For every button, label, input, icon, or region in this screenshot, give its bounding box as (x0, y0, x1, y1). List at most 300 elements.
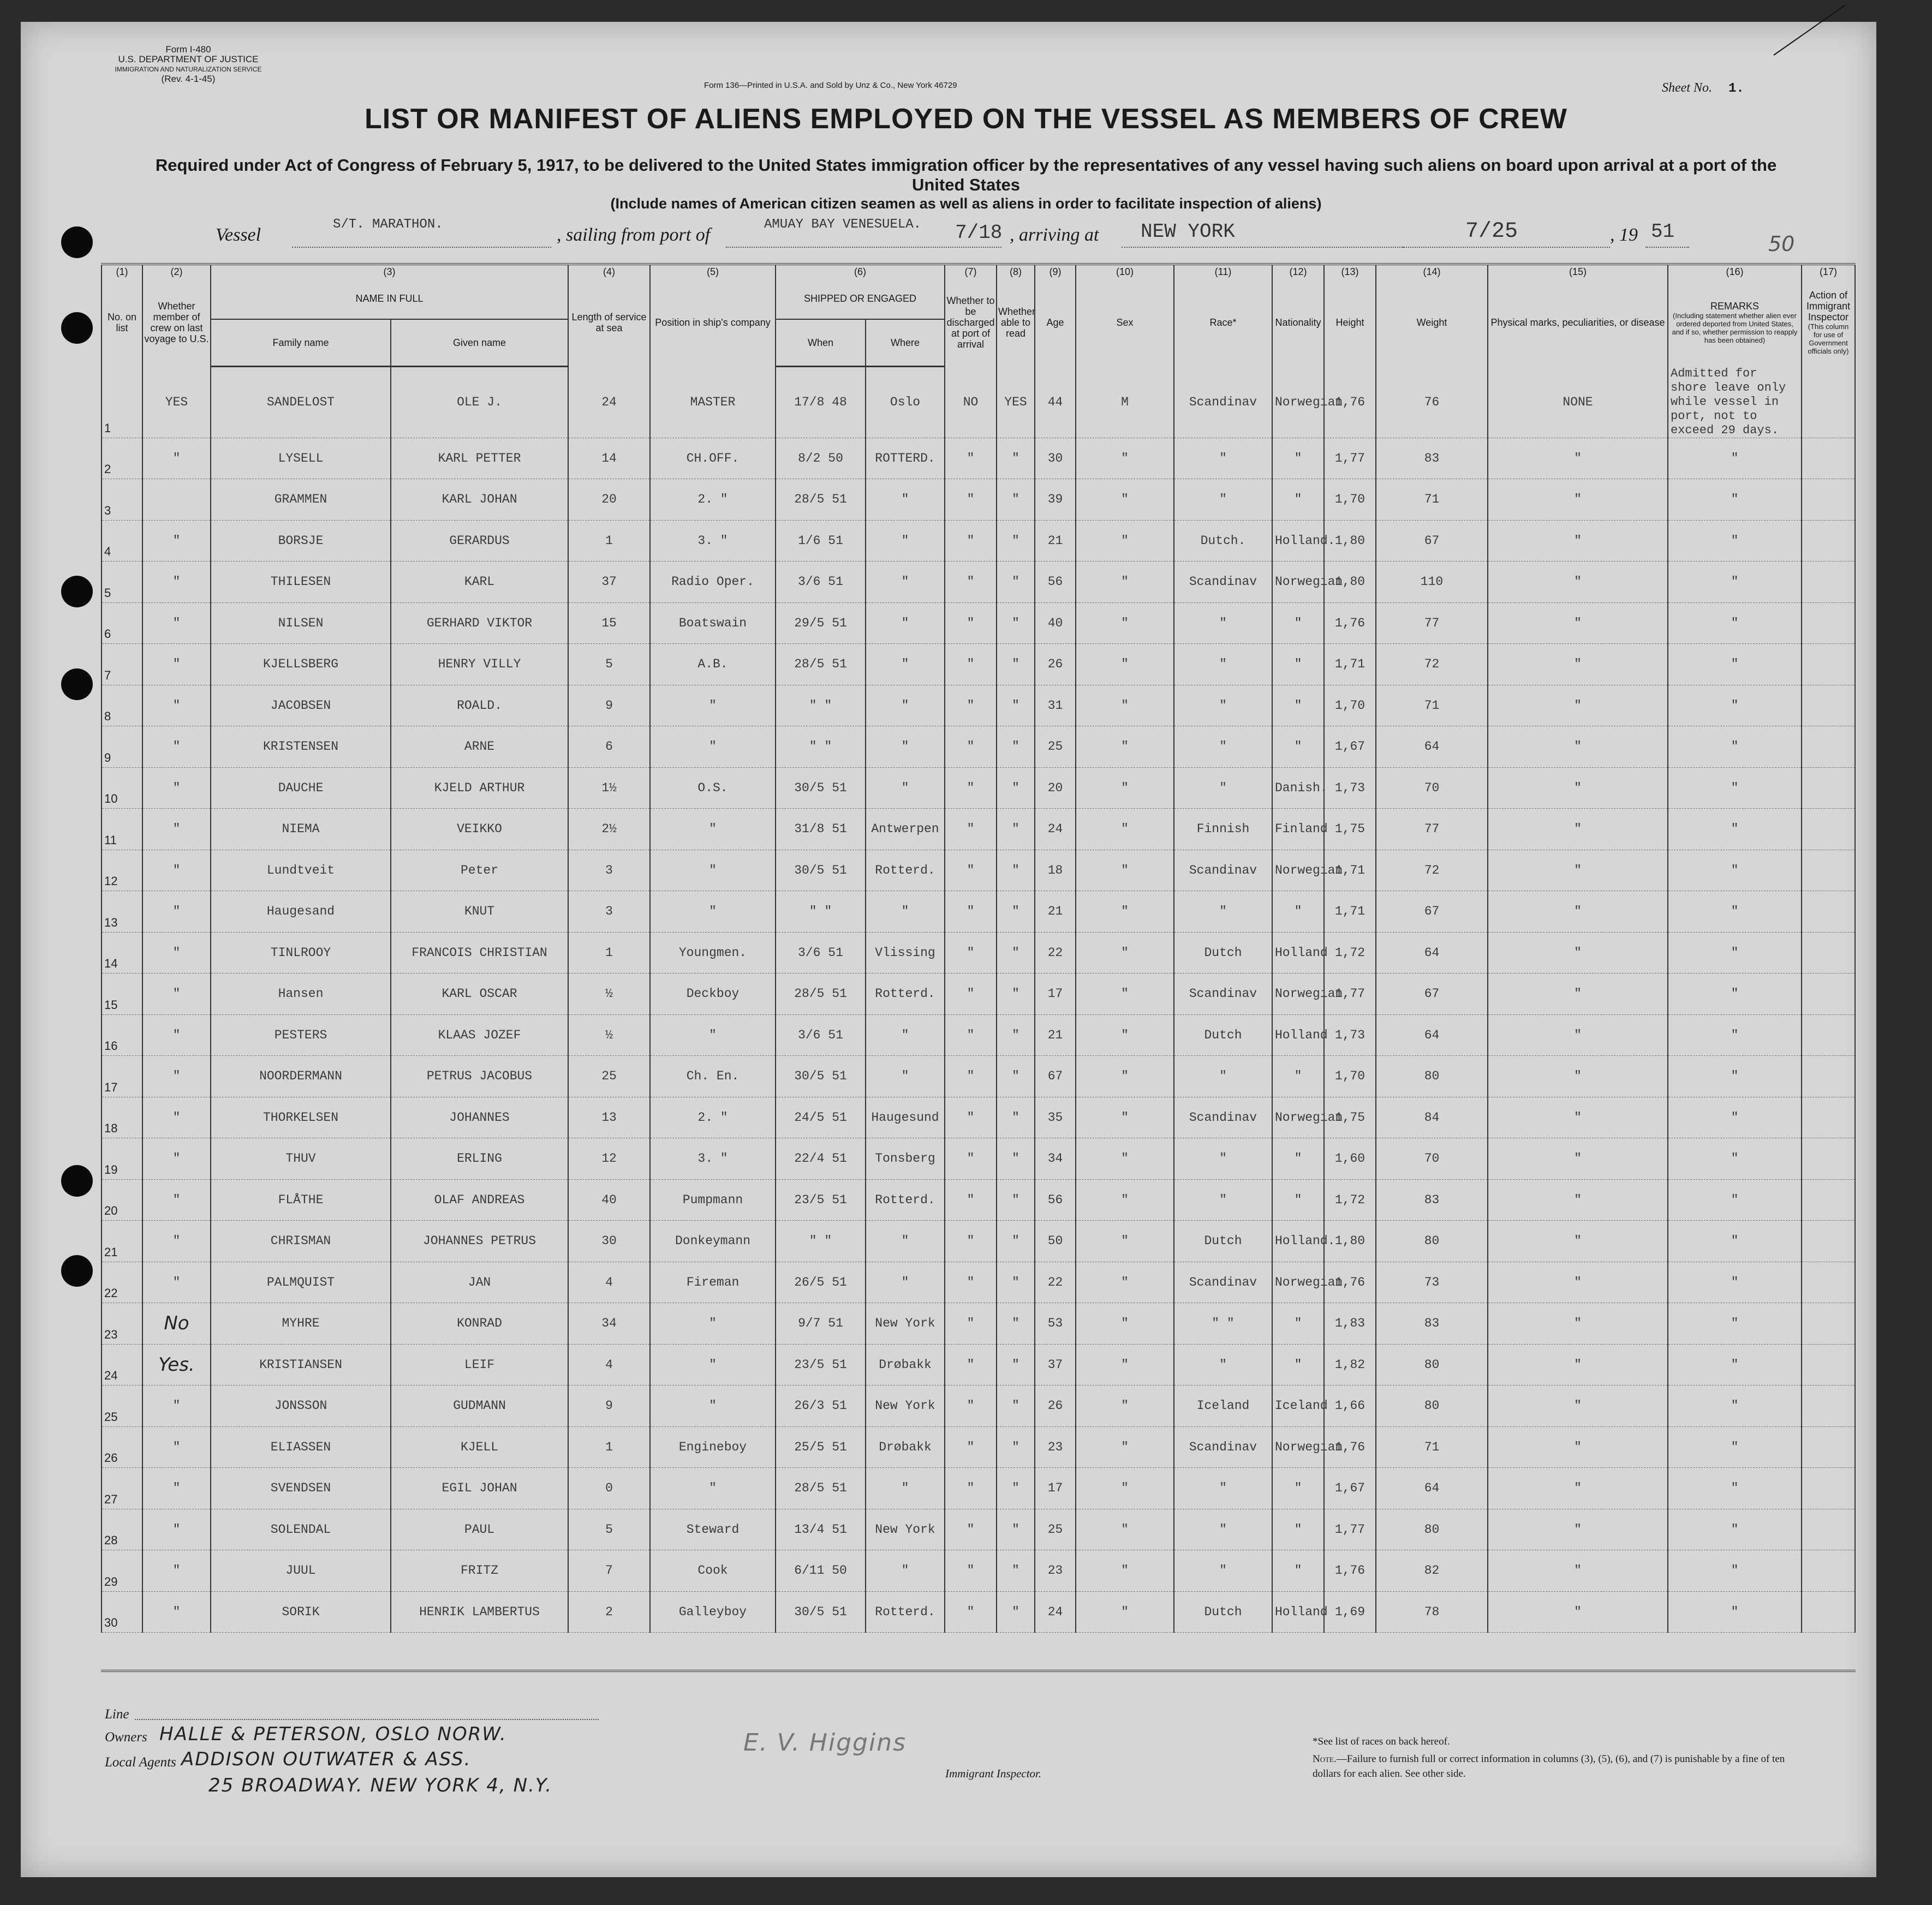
age: 23 (1035, 1426, 1076, 1468)
nationality: " (1272, 438, 1324, 479)
physical-marks: " (1488, 1468, 1668, 1509)
service-years: 9 (568, 1386, 650, 1427)
shipped-when: 26/5 51 (776, 1262, 866, 1303)
physical-marks: " (1488, 1591, 1668, 1633)
race: Scandinav (1174, 1097, 1272, 1138)
nationality: Holland (1272, 1014, 1324, 1056)
shipped-where: " (866, 562, 945, 603)
given-name: JOHANNES (391, 1097, 568, 1138)
height: 1,76 (1324, 602, 1376, 644)
discharged: " (945, 1097, 997, 1138)
able-to-read: " (997, 1386, 1035, 1427)
note-label: Note. (1313, 1753, 1337, 1765)
service-years: 14 (568, 438, 650, 479)
colnum: (1) (102, 264, 142, 278)
colnum: (14) (1376, 264, 1488, 278)
discharged: " (945, 644, 997, 685)
family-name: CHRISMAN (211, 1221, 391, 1262)
previous-voyage: " (142, 891, 211, 933)
position: 2. " (650, 1097, 776, 1138)
able-to-read: " (997, 1591, 1035, 1633)
discharged: " (945, 602, 997, 644)
shipped-when: 3/6 51 (776, 932, 866, 974)
previous-voyage: " (142, 1056, 211, 1097)
nationality: " (1272, 1303, 1324, 1345)
agents-label: Local Agents (105, 1755, 176, 1770)
weight: 78 (1376, 1591, 1488, 1633)
position: " (650, 726, 776, 768)
given-name: KLAAS JOZEF (391, 1014, 568, 1056)
header-physical-marks: Physical marks, peculiarities, or disease (1488, 278, 1668, 367)
shipped-where: Tonsberg (866, 1138, 945, 1180)
shipped-where: " (866, 767, 945, 809)
colnum: (11) (1174, 264, 1272, 278)
service-years: 34 (568, 1303, 650, 1345)
race: Dutch (1174, 1014, 1272, 1056)
shipped-where: Oslo (866, 367, 945, 438)
family-name: SANDELOST (211, 367, 391, 438)
race: Dutch. (1174, 520, 1272, 562)
previous-voyage: " (142, 767, 211, 809)
header-weight: Weight (1376, 278, 1488, 367)
family-name: PESTERS (211, 1014, 391, 1056)
given-name: KARL PETTER (391, 438, 568, 479)
age: 21 (1035, 520, 1076, 562)
remarks: " (1668, 1550, 1802, 1592)
physical-marks: " (1488, 726, 1668, 768)
physical-marks: " (1488, 1262, 1668, 1303)
physical-marks: " (1488, 685, 1668, 726)
header-name: NAME IN FULL (211, 278, 568, 319)
service-years: 6 (568, 726, 650, 768)
able-to-read: " (997, 726, 1035, 768)
sex: " (1076, 767, 1174, 809)
table-row (102, 932, 1855, 974)
weight: 64 (1376, 932, 1488, 974)
shipped-where: " (866, 1468, 945, 1509)
shipped-where: " (866, 479, 945, 521)
age: 40 (1035, 602, 1076, 644)
height: 1,72 (1324, 932, 1376, 974)
service-years: 20 (568, 479, 650, 521)
shipped-when: 30/5 51 (776, 850, 866, 891)
table-row (102, 1509, 1855, 1550)
race: Dutch (1174, 932, 1272, 974)
given-name: KONRAD (391, 1303, 568, 1345)
nationality: Norwegian (1272, 1097, 1324, 1138)
service-years: 3 (568, 891, 650, 933)
service-years: 30 (568, 1221, 650, 1262)
height: 1,83 (1324, 1303, 1376, 1345)
nationality: Norwegian (1272, 562, 1324, 603)
service-years: 37 (568, 562, 650, 603)
shipped-when: 30/5 51 (776, 1591, 866, 1633)
age: 17 (1035, 974, 1076, 1015)
header-given-name: Given name (391, 319, 568, 367)
physical-marks: " (1488, 1056, 1668, 1097)
previous-voyage: " (142, 644, 211, 685)
sex: " (1076, 685, 1174, 726)
line-label: Line (105, 1707, 129, 1722)
age: 26 (1035, 1386, 1076, 1427)
line-number: 24 (102, 1344, 142, 1386)
colnum: (15) (1488, 264, 1668, 278)
able-to-read: " (997, 974, 1035, 1015)
given-name: JOHANNES PETRUS (391, 1221, 568, 1262)
shipped-where: New York (866, 1303, 945, 1345)
sex: " (1076, 1509, 1174, 1550)
physical-marks: " (1488, 932, 1668, 974)
weight: 72 (1376, 850, 1488, 891)
physical-marks: " (1488, 1550, 1668, 1592)
nationality: " (1272, 602, 1324, 644)
physical-marks: " (1488, 809, 1668, 850)
inspector-action (1802, 1591, 1855, 1633)
crew-manifest-table (101, 263, 1856, 1633)
discharged: " (945, 1426, 997, 1468)
discharged: " (945, 1056, 997, 1097)
remarks: " (1668, 1509, 1802, 1550)
position: CH.OFF. (650, 438, 776, 479)
table-row (102, 1221, 1855, 1262)
colnum: (6) (776, 264, 945, 278)
dotted-line (1645, 247, 1689, 248)
previous-voyage: " (142, 1138, 211, 1180)
discharged: " (945, 438, 997, 479)
given-name: KJELD ARTHUR (391, 767, 568, 809)
position: Deckboy (650, 974, 776, 1015)
shipped-where: Vlissing (866, 932, 945, 974)
service: IMMIGRATION AND NATURALIZATION SERVICE (115, 65, 262, 73)
family-name: SVENDSEN (211, 1468, 391, 1509)
height: 1,73 (1324, 1014, 1376, 1056)
service-years: 25 (568, 1056, 650, 1097)
family-name: Lundtveit (211, 850, 391, 891)
weight: 80 (1376, 1221, 1488, 1262)
inspector-label: Immigrant Inspector. (945, 1767, 1042, 1780)
inspector-action (1802, 562, 1855, 603)
family-name: NIEMA (211, 809, 391, 850)
age: 21 (1035, 891, 1076, 933)
height: 1,75 (1324, 1097, 1376, 1138)
table-row (102, 520, 1855, 562)
race: Scandinav (1174, 974, 1272, 1015)
sailing-port: AMUAY BAY VENESUELA. (764, 217, 922, 232)
sailing-date: 7/18 (955, 222, 1003, 244)
physical-marks: " (1488, 479, 1668, 521)
inspector-action (1802, 1221, 1855, 1262)
inspector-action (1802, 1509, 1855, 1550)
header-no: No. on list (102, 278, 142, 367)
header-position: Position in ship's company (650, 278, 776, 367)
inspector-action (1802, 767, 1855, 809)
crew-rows (102, 367, 1855, 1633)
header-inspector (1802, 278, 1855, 367)
remarks: " (1668, 1097, 1802, 1138)
given-name: Peter (391, 850, 568, 891)
given-name: VEIKKO (391, 809, 568, 850)
form-number: Form I-480 (165, 44, 211, 55)
service-years: 1½ (568, 767, 650, 809)
sex: " (1076, 1386, 1174, 1427)
able-to-read: " (997, 891, 1035, 933)
sex: " (1076, 891, 1174, 933)
table-row (102, 1591, 1855, 1633)
sheet-label: Sheet No. (1662, 81, 1712, 95)
age: 67 (1035, 1056, 1076, 1097)
physical-marks: " (1488, 974, 1668, 1015)
inspector-action (1802, 602, 1855, 644)
table-row (102, 1138, 1855, 1180)
physical-marks: " (1488, 1221, 1668, 1262)
height: 1,70 (1324, 479, 1376, 521)
remarks: " (1668, 850, 1802, 891)
line-number: 1 (102, 367, 142, 438)
height: 1,76 (1324, 1426, 1376, 1468)
line-number: 18 (102, 1097, 142, 1138)
race: " " (1174, 1303, 1272, 1345)
family-name: JONSSON (211, 1386, 391, 1427)
inspector-signature: E. V. Higgins (743, 1729, 907, 1757)
penalty-note (1313, 1752, 1793, 1781)
family-name: THILESEN (211, 562, 391, 603)
table-row (102, 1426, 1855, 1468)
line-number: 7 (102, 644, 142, 685)
table-row (102, 479, 1855, 521)
agents-value: ADDISON OUTWATER & ASS. (181, 1748, 472, 1770)
shipped-where: " (866, 1221, 945, 1262)
inspector-action (1802, 438, 1855, 479)
physical-marks: " (1488, 562, 1668, 603)
able-to-read: " (997, 1014, 1035, 1056)
discharged: " (945, 767, 997, 809)
able-to-read: " (997, 562, 1035, 603)
position: " (650, 1303, 776, 1345)
inspector-action (1802, 1262, 1855, 1303)
age: 21 (1035, 1014, 1076, 1056)
physical-marks: " (1488, 438, 1668, 479)
previous-voyage: " (142, 438, 211, 479)
table-row (102, 726, 1855, 768)
discharged: " (945, 1179, 997, 1221)
dotted-line (1122, 247, 1610, 248)
position: Boatswain (650, 602, 776, 644)
sailing-label: , sailing from port of (557, 225, 711, 245)
shipped-where: " (866, 726, 945, 768)
age: 25 (1035, 726, 1076, 768)
previous-voyage: " (142, 602, 211, 644)
shipped-when: 8/2 50 (776, 438, 866, 479)
age: 35 (1035, 1097, 1076, 1138)
nationality: Norwegian (1272, 1262, 1324, 1303)
remarks: " (1668, 1138, 1802, 1180)
sex: " (1076, 974, 1174, 1015)
nationality: Danish. (1272, 767, 1324, 809)
height: 1,77 (1324, 1509, 1376, 1550)
family-name: ELIASSEN (211, 1426, 391, 1468)
previous-voyage: YES (142, 367, 211, 438)
line-number: 2 (102, 438, 142, 479)
line-number: 9 (102, 726, 142, 768)
age: 23 (1035, 1550, 1076, 1592)
vessel-label: Vessel (216, 225, 261, 245)
given-name: KARL (391, 562, 568, 603)
discharged: " (945, 479, 997, 521)
colnum: (2) (142, 264, 211, 278)
family-name: TINLROOY (211, 932, 391, 974)
colnum: (17) (1802, 264, 1855, 278)
form-identifier (79, 45, 297, 84)
previous-voyage: " (142, 932, 211, 974)
remarks: " (1668, 1386, 1802, 1427)
family-name: THORKELSEN (211, 1097, 391, 1138)
year-label: , 19 (1610, 225, 1638, 245)
line-number: 28 (102, 1509, 142, 1550)
physical-marks: " (1488, 1179, 1668, 1221)
nationality: Norwegian (1272, 1426, 1324, 1468)
weight: 73 (1376, 1262, 1488, 1303)
physical-marks: " (1488, 520, 1668, 562)
sex: " (1076, 562, 1174, 603)
race: " (1174, 1056, 1272, 1097)
family-name: NOORDERMANN (211, 1056, 391, 1097)
discharged: " (945, 932, 997, 974)
discharged: " (945, 1262, 997, 1303)
shipped-where: " (866, 1262, 945, 1303)
weight: 84 (1376, 1097, 1488, 1138)
remarks: " (1668, 1344, 1802, 1386)
discharged: " (945, 850, 997, 891)
shipped-when: 6/11 50 (776, 1550, 866, 1592)
table-bottom-rule (101, 1670, 1856, 1672)
remarks: " (1668, 1056, 1802, 1097)
family-name: LYSELL (211, 438, 391, 479)
weight: 64 (1376, 1014, 1488, 1056)
height: 1,80 (1324, 1221, 1376, 1262)
service-years: ½ (568, 974, 650, 1015)
given-name: ERLING (391, 1138, 568, 1180)
able-to-read: " (997, 644, 1035, 685)
inspector-action (1802, 1550, 1855, 1592)
inspector-action (1802, 1468, 1855, 1509)
able-to-read: " (997, 1262, 1035, 1303)
shipped-when: 30/5 51 (776, 767, 866, 809)
family-name: BORSJE (211, 520, 391, 562)
inspector-action (1802, 367, 1855, 438)
family-name: SOLENDAL (211, 1509, 391, 1550)
inspector-title: Action of Immigrant Inspector (1806, 289, 1850, 323)
height: 1,69 (1324, 1591, 1376, 1633)
height: 1,77 (1324, 974, 1376, 1015)
position: MASTER (650, 367, 776, 438)
physical-marks: NONE (1488, 367, 1668, 438)
weight: 71 (1376, 1426, 1488, 1468)
previous-voyage: " (142, 685, 211, 726)
remarks: Admitted for shore leave only while vessel in port, not to exceed 29 days. (1668, 367, 1802, 438)
table-row (102, 1303, 1855, 1345)
service-years: 12 (568, 1138, 650, 1180)
height: 1,76 (1324, 367, 1376, 438)
age: 53 (1035, 1303, 1076, 1345)
line-number: 19 (102, 1138, 142, 1180)
nationality: " (1272, 1509, 1324, 1550)
discharged: " (945, 1386, 997, 1427)
previous-voyage: Yes. (142, 1344, 211, 1386)
weight: 77 (1376, 809, 1488, 850)
weight: 67 (1376, 520, 1488, 562)
line-number: 11 (102, 809, 142, 850)
sex: " (1076, 520, 1174, 562)
previous-voyage: " (142, 809, 211, 850)
page-title: LIST OR MANIFEST OF ALIENS EMPLOYED ON THE VESSEL AS MEMBERS OF CREW (365, 103, 1567, 135)
shipped-where: Antwerpen (866, 809, 945, 850)
nationality: Norwegian (1272, 367, 1324, 438)
remarks: " (1668, 1262, 1802, 1303)
header-age: Age (1035, 278, 1076, 367)
colnum: (10) (1076, 264, 1174, 278)
remarks: " (1668, 809, 1802, 850)
service-years: 40 (568, 1179, 650, 1221)
sheet-number (1662, 81, 1744, 96)
discharged: " (945, 891, 997, 933)
discharged: NO (945, 367, 997, 438)
family-name: JACOBSEN (211, 685, 391, 726)
service-years: 1 (568, 1426, 650, 1468)
race: Scandinav (1174, 1262, 1272, 1303)
remarks: " (1668, 1014, 1802, 1056)
service-years: 1 (568, 932, 650, 974)
age: 56 (1035, 1179, 1076, 1221)
header-remarks (1668, 278, 1802, 367)
shipped-where: Rotterd. (866, 1591, 945, 1633)
position: " (650, 1344, 776, 1386)
able-to-read: " (997, 809, 1035, 850)
given-name: GERHARD VIKTOR (391, 602, 568, 644)
given-name: FRITZ (391, 1550, 568, 1592)
weight: 71 (1376, 685, 1488, 726)
inspector-action (1802, 1138, 1855, 1180)
height: 1,60 (1324, 1138, 1376, 1180)
line-number: 8 (102, 685, 142, 726)
header-previous-voyage: Whether member of crew on last voyage to U.S. (142, 278, 211, 367)
service-years: 4 (568, 1344, 650, 1386)
able-to-read: " (997, 1550, 1035, 1592)
height: 1,76 (1324, 1550, 1376, 1592)
previous-voyage: " (142, 974, 211, 1015)
able-to-read: " (997, 767, 1035, 809)
shipped-when: 28/5 51 (776, 974, 866, 1015)
previous-voyage: " (142, 1509, 211, 1550)
line-number: 4 (102, 520, 142, 562)
shipped-where: Rotterd. (866, 974, 945, 1015)
given-name: PETRUS JACOBUS (391, 1056, 568, 1097)
table-row (102, 1386, 1855, 1427)
table-row (102, 367, 1855, 438)
position: " (650, 1014, 776, 1056)
family-name: JUUL (211, 1550, 391, 1592)
race: Scandinav (1174, 562, 1272, 603)
service-years: 13 (568, 1097, 650, 1138)
colnum: (9) (1035, 264, 1076, 278)
shipped-when: 29/5 51 (776, 602, 866, 644)
weight: 83 (1376, 1179, 1488, 1221)
able-to-read: " (997, 438, 1035, 479)
previous-voyage: " (142, 1591, 211, 1633)
weight: 70 (1376, 1138, 1488, 1180)
given-name: ROALD. (391, 685, 568, 726)
position: Donkeymann (650, 1221, 776, 1262)
header-nationality: Nationality (1272, 278, 1324, 367)
